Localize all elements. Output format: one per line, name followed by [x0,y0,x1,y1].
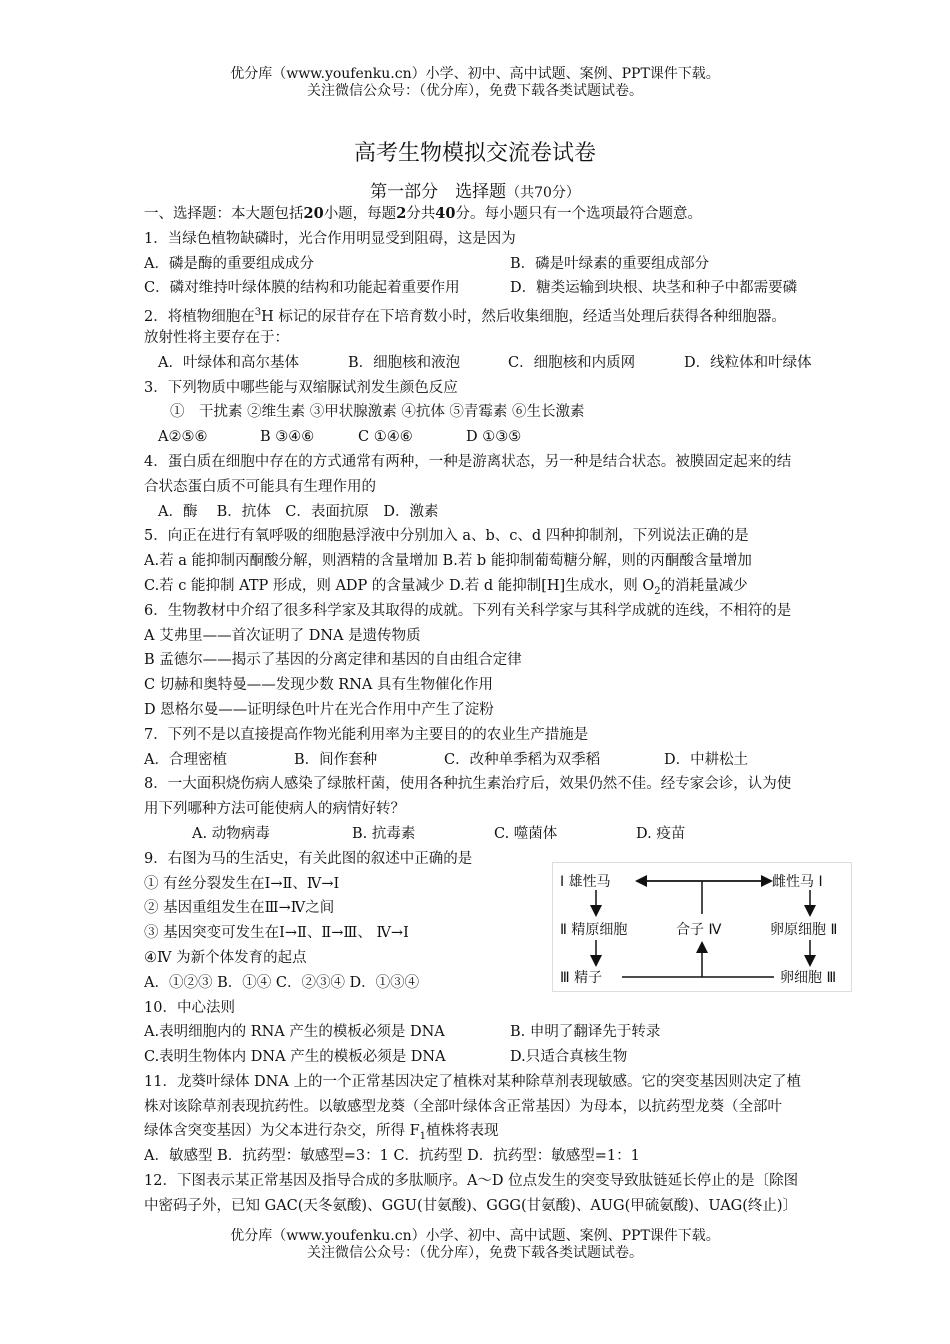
q3-option-d: D ①③⑤ [466,429,522,446]
q6-option-c: C 切赫和奥特曼——发现少数 RNA 具有生物催化作用 [144,677,493,694]
section-title-text: 第一部分 选择题 [370,182,507,202]
q10-option-a: A.表明细胞内的 RNA 产生的模板必须是 DNA [144,1024,445,1041]
q8-stem-2: 用下列哪种方法可能使病人的病情好转？ [144,801,405,818]
q9-statement-1: ① 有丝分裂发生在Ⅰ→Ⅱ、Ⅳ→Ⅰ [144,875,340,892]
intro-points-each: 2 [396,205,407,222]
q11-stem-3 [144,1119,896,1144]
horse-life-cycle-diagram [552,862,852,992]
diagram-label-male-horse: Ⅰ 雄性马 [560,874,611,890]
q2-stem-text: H 标记的尿苷存在下培育数小时，然后收集细胞，经适当处理后获得各种细胞器。 [261,309,786,326]
footer-line-1: 优分库（www.youfenku.cn）小学、初中、高中试题、案例、PPT课件下载。 [230,1228,720,1244]
intro-text: 分共 [406,206,436,222]
q11-stem-text: 绿体含突变基因）为父本进行杂交，所得 F [144,1123,420,1140]
intro-text: 小题，每题 [323,206,397,222]
q5-options-ab: A.若 a 能抑制丙酮酸分解，则酒精的含量增加 B.若 b 能抑制葡萄糖分解，则的丙酮酸含量增加 [144,553,752,570]
q7-option-d: D．中耕松土 [664,751,749,768]
q2-options [144,351,896,376]
q9-statement-2: ② 基因重组发生在Ⅲ→Ⅳ之间 [144,900,335,917]
q11-stem-text: 植株将表现 [426,1123,499,1140]
q4-stem: 4．蛋白质在细胞中存在的方式通常有两种，一种是游离状态，另一种是结合状态。被膜固定起来的结 [144,453,792,470]
q8-option-a: A. 动物病毒 [192,825,270,842]
q8-options [144,822,896,847]
intro-text: 一、选择题：本大题包括 [144,206,304,222]
q11-stem: 11．龙葵叶绿体 DNA 上的一个正常基因决定了植株对某种除草剂表现敏感。它的突变基因则决定了植 [144,1073,801,1090]
diagram-label-female-horse: 雌性马 Ⅰ [772,874,823,890]
q8-option-d: D. 疫苗 [636,825,686,842]
q7-option-a: A．合理密植 [144,751,227,768]
q5-options-cd-text: C.若 c 能抑制 ATP 形成，则 ADP 的含量减少 D.若 d 能抑制[H]生成水，则 O [144,577,655,594]
intro-count: 20 [303,205,324,222]
header-line-1: 优分库（www.youfenku.cn）小学、初中、高中试题、案例、PPT课件下载。 [230,66,720,82]
diagram-label-sperm-cell: Ⅱ 精原细胞 [560,922,628,938]
q4-options: A．酶 B．抗体 C．表面抗原 D．激素 [158,503,439,520]
q8-stem: 8．一大面积烧伤病人感染了绿脓杆菌，使用各种抗生素治疗后，效果仍然不佳。经专家会诊，认为使 [144,776,792,793]
section-intro [144,202,896,227]
page-title: 高考生物模拟交流卷试卷 [353,141,596,166]
q6-option-d: D 恩格尔曼——证明绿色叶片在光合作用中产生了淀粉 [144,701,494,718]
q5-options-cd-text: 的消耗量减少 [660,577,748,594]
footer-line-2: 关注微信公众号：（优分库），免费下载各类试题试卷。 [307,1245,643,1261]
section-score: （共70分） [506,185,580,201]
q1-option-a: A．磷是酶的重要组成成分 [144,255,314,272]
page-footer [0,1228,950,1262]
q10-options-row-2 [144,1045,896,1070]
q2-option-b: B．细胞核和液泡 [348,354,461,371]
q8-option-b: B. 抗毒素 [352,825,416,842]
q3-option-b: B ③④⑥ [260,429,315,446]
q9-statement-4: ④Ⅳ 为新个体发育的起点 [144,949,307,966]
q3-stem: 3．下列物质中哪些能与双缩脲试剂发生颜色反应 [144,379,458,396]
q11-stem-2: 株对该除草剂表现抗药性。以敏感型龙葵（全部叶绿体含正常基因）为母本，以抗药型龙葵（全部叶 [144,1098,782,1115]
q7-stem: 7．下列不是以直接提高作物光能利用率为主要目的的农业生产措施是 [144,726,589,743]
q12-stem: 12．下图表示某正常基因及指导合成的多肽顺序。A～D 位点发生的突变导致肽链延长停止的是〔除图 [144,1173,799,1190]
q1-options-row-1 [144,252,896,277]
question-list [144,202,896,1219]
intro-text: 分。每小题只有一个选项最符合题意。 [455,206,702,222]
q3-option-c: C ①④⑥ [358,429,413,446]
q2-stem-2: 放射性将主要存在于： [144,329,289,346]
q3-options [144,425,896,450]
section-title [0,177,950,202]
q1-option-c: C．磷对维持叶绿体膜的结构和功能起着重要作用 [144,280,460,297]
q1-stem: 1．当绿色植物缺磷时，光合作用明显受到阻碍，这是因为 [144,230,516,247]
q7-options [144,748,896,773]
q6-option-a: A 艾弗里——首次证明了 DNA 是遗传物质 [144,627,421,644]
q9-statement-3: ③ 基因突变可发生在Ⅰ→Ⅱ、Ⅱ→Ⅲ、 Ⅳ→Ⅰ [144,925,409,942]
q2-option-d: D．线粒体和叶绿体 [684,354,812,371]
q7-option-c: C．改种单季稻为双季稻 [444,751,601,768]
q1-option-d: D．糖类运输到块根、块茎和种子中都需要磷 [510,280,798,297]
q9-stem: 9．右图为马的生活史，有关此图的叙述中正确的是 [144,850,473,867]
q5-subscript: 2 [654,585,661,597]
q2-stem-text: 2．将植物细胞在 [144,309,255,326]
q3-option-a: A②⑤⑥ [158,429,208,446]
q12-stem-2: 中密码子外，已知 GAC(天冬氨酸)、GGU(甘氨酸)、GGG(甘氨酸)、AUG(甲硫氨酸)、UAG(终止)〕 [144,1197,798,1214]
q6-stem: 6．生物教材中介绍了很多科学家及其取得的成就。下列有关科学家与其科学成就的连线，不相符的是 [144,602,792,619]
q10-option-d: D.只适合真核生物 [510,1049,628,1066]
q10-option-c: C.表明生物体内 DNA 产生的模板必须是 DNA [144,1049,446,1066]
q3-items: ① 干扰素 ②维生素 ③甲状腺激素 ④抗体 ⑤青霉素 ⑥生长激素 [170,404,585,421]
q10-option-b: B. 申明了翻译先于转录 [510,1024,661,1041]
q2-option-a: A．叶绿体和高尔基体 [158,354,299,371]
q8-option-c: C. 噬菌体 [494,825,558,842]
q9-options: A．①②③ B．①④ C．②③④ D．①③④ [144,974,420,991]
q7-option-b: B．间作套种 [294,751,378,768]
diagram-label-egg: 卵细胞 Ⅲ [780,970,837,986]
q2-stem [144,301,896,326]
q1-option-b: B．磷是叶绿素的重要组成部分 [510,255,710,272]
q1-options-row-2 [144,276,896,301]
q11-subscript: 1 [419,1131,427,1143]
q2-superscript: 3 [254,307,262,319]
q5-options-cd [144,574,896,599]
q10-options-row-1 [144,1020,896,1045]
diagram-label-zygote: 合子 Ⅳ [676,922,722,938]
q2-option-c: C．细胞核和内质网 [508,354,636,371]
q6-option-b: B 孟德尔——揭示了基因的分离定律和基因的自由组合定律 [144,652,522,669]
header-line-2: 关注微信公众号：（优分库），免费下载各类试题试卷。 [307,83,643,99]
q5-stem: 5．向正在进行有氧呼吸的细胞悬浮液中分别加入 a、b、c、d 四种抑制剂，下列说法正确的是 [144,528,749,545]
q10-stem: 10．中心法则 [144,999,235,1016]
diagram-label-sperm: Ⅲ 精子 [560,970,603,986]
page-header [0,66,950,100]
q4-stem-2: 合状态蛋白质不可能具有生理作用的 [144,478,376,495]
q11-options: A．敏感型 B．抗药型：敏感型=3：1 C．抗药型 D．抗药型：敏感型=1：1 [144,1148,640,1165]
diagram-label-egg-cell: 卵原细胞 Ⅱ [770,922,838,938]
intro-points-total: 40 [435,205,456,222]
